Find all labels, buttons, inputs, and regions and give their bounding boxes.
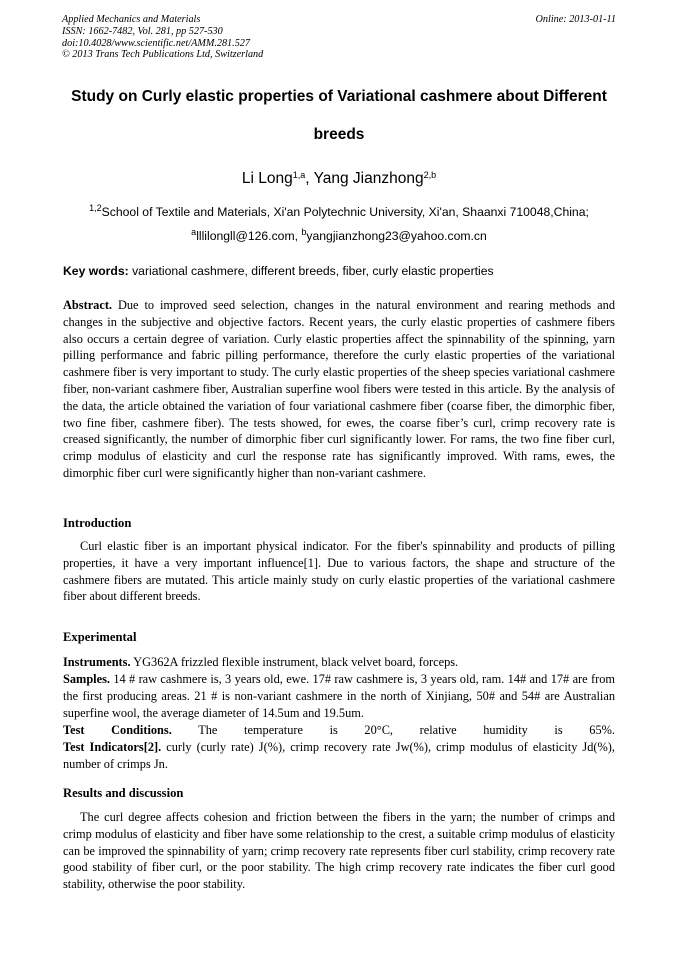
results-text: The curl degree affects cohesion and friction between the fibers in the yarn; the number of crimps and crimp modulus of elasticity and fiber have some relationship to the crest, a suitable crimp modulus of elasticity can be improved the spinnability of yarn; crimp recovery rate represents fiber curl stability, crimp recovery rate good stability of fiber curl, or the poor stability. The high crimp recovery rate indicates the fiber curl good stability, otherwise the poor stability. <box>63 810 615 892</box>
email-a: lllilongll@126.com, <box>196 229 302 243</box>
samples-label: Samples. <box>63 672 110 686</box>
author-2-affiliation-mark: 2,b <box>423 170 437 181</box>
journal-name: Applied Mechanics and Materials <box>62 14 201 25</box>
introduction-heading: Introduction <box>63 516 132 530</box>
keywords-text: variational cashmere, different breeds, fiber, curly elastic properties <box>128 264 494 278</box>
keywords <box>63 264 615 278</box>
doi-line: doi:10.4028/www.scientific.net/AMM.281.527 <box>62 37 250 49</box>
paper-title-line-1: Study on Curly elastic properties of Variational cashmere about Different <box>71 88 607 105</box>
keywords-label: Key words: <box>63 264 129 278</box>
samples-paragraph <box>63 671 615 721</box>
paper-title-line-2: breeds <box>313 126 365 143</box>
author-separator: , <box>305 170 314 187</box>
abstract-label: Abstract. <box>63 298 113 312</box>
author-1: Li Long <box>241 170 293 187</box>
instruments-line <box>63 654 615 671</box>
introduction-text: Curl elastic fiber is an important physical indicator. For the fiber's spinnability and products of pilling properties, it have a very important influence[1]. Due to various factors, the shape and structure of the cashmere fibers are mutated. This article mainly study on curly elastic properties of the variational cashmere fiber about different breeds. <box>63 539 615 604</box>
online-date: Online: 2013-01-11 <box>535 14 616 25</box>
instruments-text: YG362A frizzled flexible instrument, black velvet board, forceps. <box>130 655 459 669</box>
copyright-line: © 2013 Trans Tech Publications Ltd, Switzerland <box>62 49 264 61</box>
email-b-mark: b <box>301 227 307 238</box>
email-b: yangjianzhong23@yahoo.com.cn <box>306 229 487 243</box>
author-emails <box>0 229 678 243</box>
author-list <box>0 170 678 188</box>
issn-line: ISSN: 1662-7482, Vol. 281, pp 527-530 <box>62 25 223 37</box>
affiliation-mark: 1,2 <box>89 203 102 214</box>
affiliation <box>0 205 678 219</box>
test-conditions-label: Test Conditions. <box>63 723 172 737</box>
experimental-heading: Experimental <box>63 630 137 644</box>
instruments-label: Instruments. <box>63 655 131 669</box>
results-heading: Results and discussion <box>63 786 184 800</box>
test-indicators-label: Test Indicators[2]. <box>63 740 162 754</box>
test-conditions-line <box>63 722 615 739</box>
test-indicators-text: curly (curly rate) J(%), crimp recovery rate Jw(%), crimp modulus of elasticity Jd(%), number of crimps Jn. <box>63 740 615 771</box>
abstract <box>63 297 615 482</box>
author-1-affiliation-mark: 1,a <box>292 170 306 181</box>
journal-header <box>62 14 616 61</box>
samples-text: 14 # raw cashmere is, 3 years old, ewe. 17# raw cashmere is, 3 years old, ram. 14# and 17# are from the first producing areas. 21 # is non-variant cashmere in the north of Xinjiang, 50# and 54# are Australian superfine wool, the average diameter of 14.5um and 19.5um. <box>63 672 615 720</box>
affiliation-text: School of Textile and Materials, Xi'an Polytechnic University, Xi'an, Shaanxi 710048,China; <box>101 205 589 219</box>
test-conditions-text: The temperature is 20°C, relative humidity is 65%. <box>171 723 615 737</box>
author-2: Yang Jianzhong <box>313 170 424 187</box>
abstract-text: Due to improved seed selection, changes in the natural environment and rearing methods and changes in the subjective and objective factors. Recent years, the curly elastic properties of cashmere fibers also occurs a certain degree of variation. Curly elastic properties affect the spinnability of the spinning, yarn pilling performance and fabric pilling performance, therefore the curly elastic properties of the variational cashmere fiber is very important to study. The curly elastic properties of the sheep species variational cashmere fiber, non-variant cashmere fiber, Australian superfine wool fibers were tested in this article. By the analysis of the data, the article obtained the variation of four variational cashmere fiber (coarse fiber, the dimorphic fiber, two fine fiber, cashmere fiber). The tests showed, for ewes, the coarse fiber’s curl, crimp recovery rate is creased significantly, the number of dimorphic fiber curl significantly lower. For rams, the two fine fiber curl, crimp modulus of elasticity and curl the response rate has significantly improved. With rams, ewes, the dimorphic fiber curl were significantly higher than non-variant cashmere. <box>63 298 615 480</box>
email-a-mark: a <box>191 227 197 238</box>
test-indicators-paragraph <box>63 739 615 773</box>
